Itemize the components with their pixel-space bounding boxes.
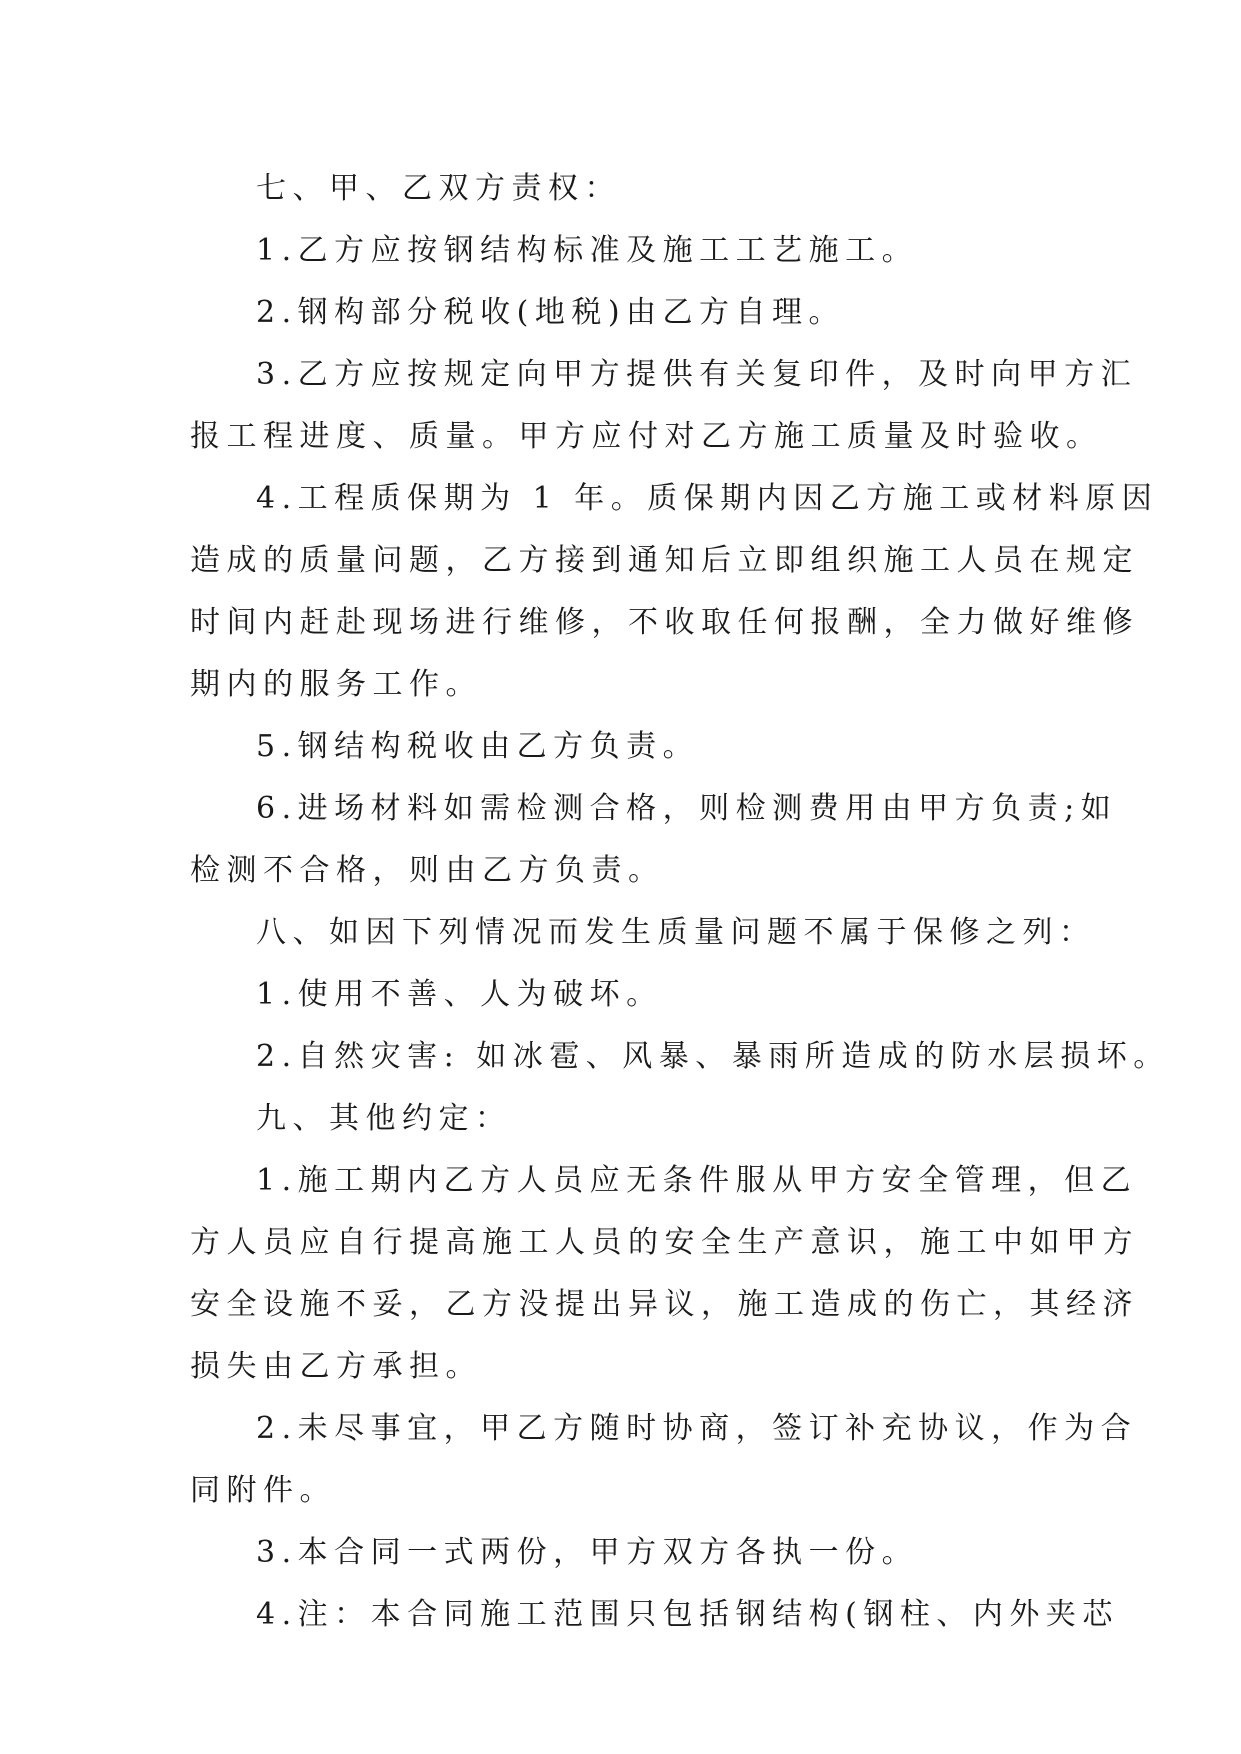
section-heading-9: 九、其他约定： bbox=[256, 1101, 512, 1136]
clause-7-3-line-1: 3.乙方应按规定向甲方提供有关复印件，及时向甲方汇 bbox=[256, 357, 1138, 392]
clause-7-4-line-3: 时间内赶赴现场进行维修，不收取任何报酬，全力做好维修 bbox=[190, 605, 1139, 640]
clause-7-4-line-2: 造成的质量问题，乙方接到通知后立即组织施工人员在规定 bbox=[190, 543, 1139, 578]
clause-7-4-line-1: 4.工程质保期为 1 年。质保期内因乙方施工或材料原因 bbox=[256, 481, 1159, 516]
clause-8-1: 1.使用不善、人为破坏。 bbox=[256, 977, 663, 1012]
clause-8-2: 2.自然灾害: 如冰雹、风暴、暴雨所造成的防水层损坏。 bbox=[256, 1039, 1170, 1074]
clause-9-1-line-4: 损失由乙方承担。 bbox=[190, 1349, 482, 1384]
section-heading-7: 七、甲、乙双方责权： bbox=[256, 171, 621, 206]
section-heading-8: 八、如因下列情况而发生质量问题不属于保修之列： bbox=[256, 915, 1096, 950]
clause-7-6-line-1: 6.进场材料如需检测合格，则检测费用由甲方负责;如 bbox=[256, 791, 1118, 826]
clause-7-1: 1.乙方应按钢结构标准及施工工艺施工。 bbox=[256, 233, 919, 268]
clause-9-1-line-3: 安全设施不妥，乙方没提出异议，施工造成的伤亡，其经济 bbox=[190, 1287, 1139, 1322]
clause-7-5: 5.钢结构税收由乙方负责。 bbox=[256, 729, 700, 764]
clause-9-1-line-1: 1.施工期内乙方人员应无条件服从甲方安全管理，但乙 bbox=[256, 1163, 1138, 1198]
clause-7-4-line-4: 期内的服务工作。 bbox=[190, 667, 482, 702]
document-body bbox=[190, 158, 1170, 1646]
clause-9-1-line-2: 方人员应自行提高施工人员的安全生产意识，施工中如甲方 bbox=[190, 1225, 1139, 1260]
clause-7-3-line-2: 报工程进度、质量。甲方应付对乙方施工质量及时验收。 bbox=[190, 419, 1103, 454]
clause-7-6-line-2: 检测不合格，则由乙方负责。 bbox=[190, 853, 665, 888]
clause-9-4-line-1: 4.注：本合同施工范围只包括钢结构(钢柱、内外夹芯 bbox=[256, 1597, 1119, 1632]
clause-7-2: 2.钢构部分税收(地税)由乙方自理。 bbox=[256, 295, 846, 330]
clause-9-2-line-1: 2.未尽事宜，甲乙方随时协商，签订补充协议，作为合 bbox=[256, 1411, 1138, 1446]
clause-9-2-line-2: 同附件。 bbox=[190, 1473, 336, 1508]
clause-9-3: 3.本合同一式两份，甲方双方各执一份。 bbox=[256, 1535, 919, 1570]
